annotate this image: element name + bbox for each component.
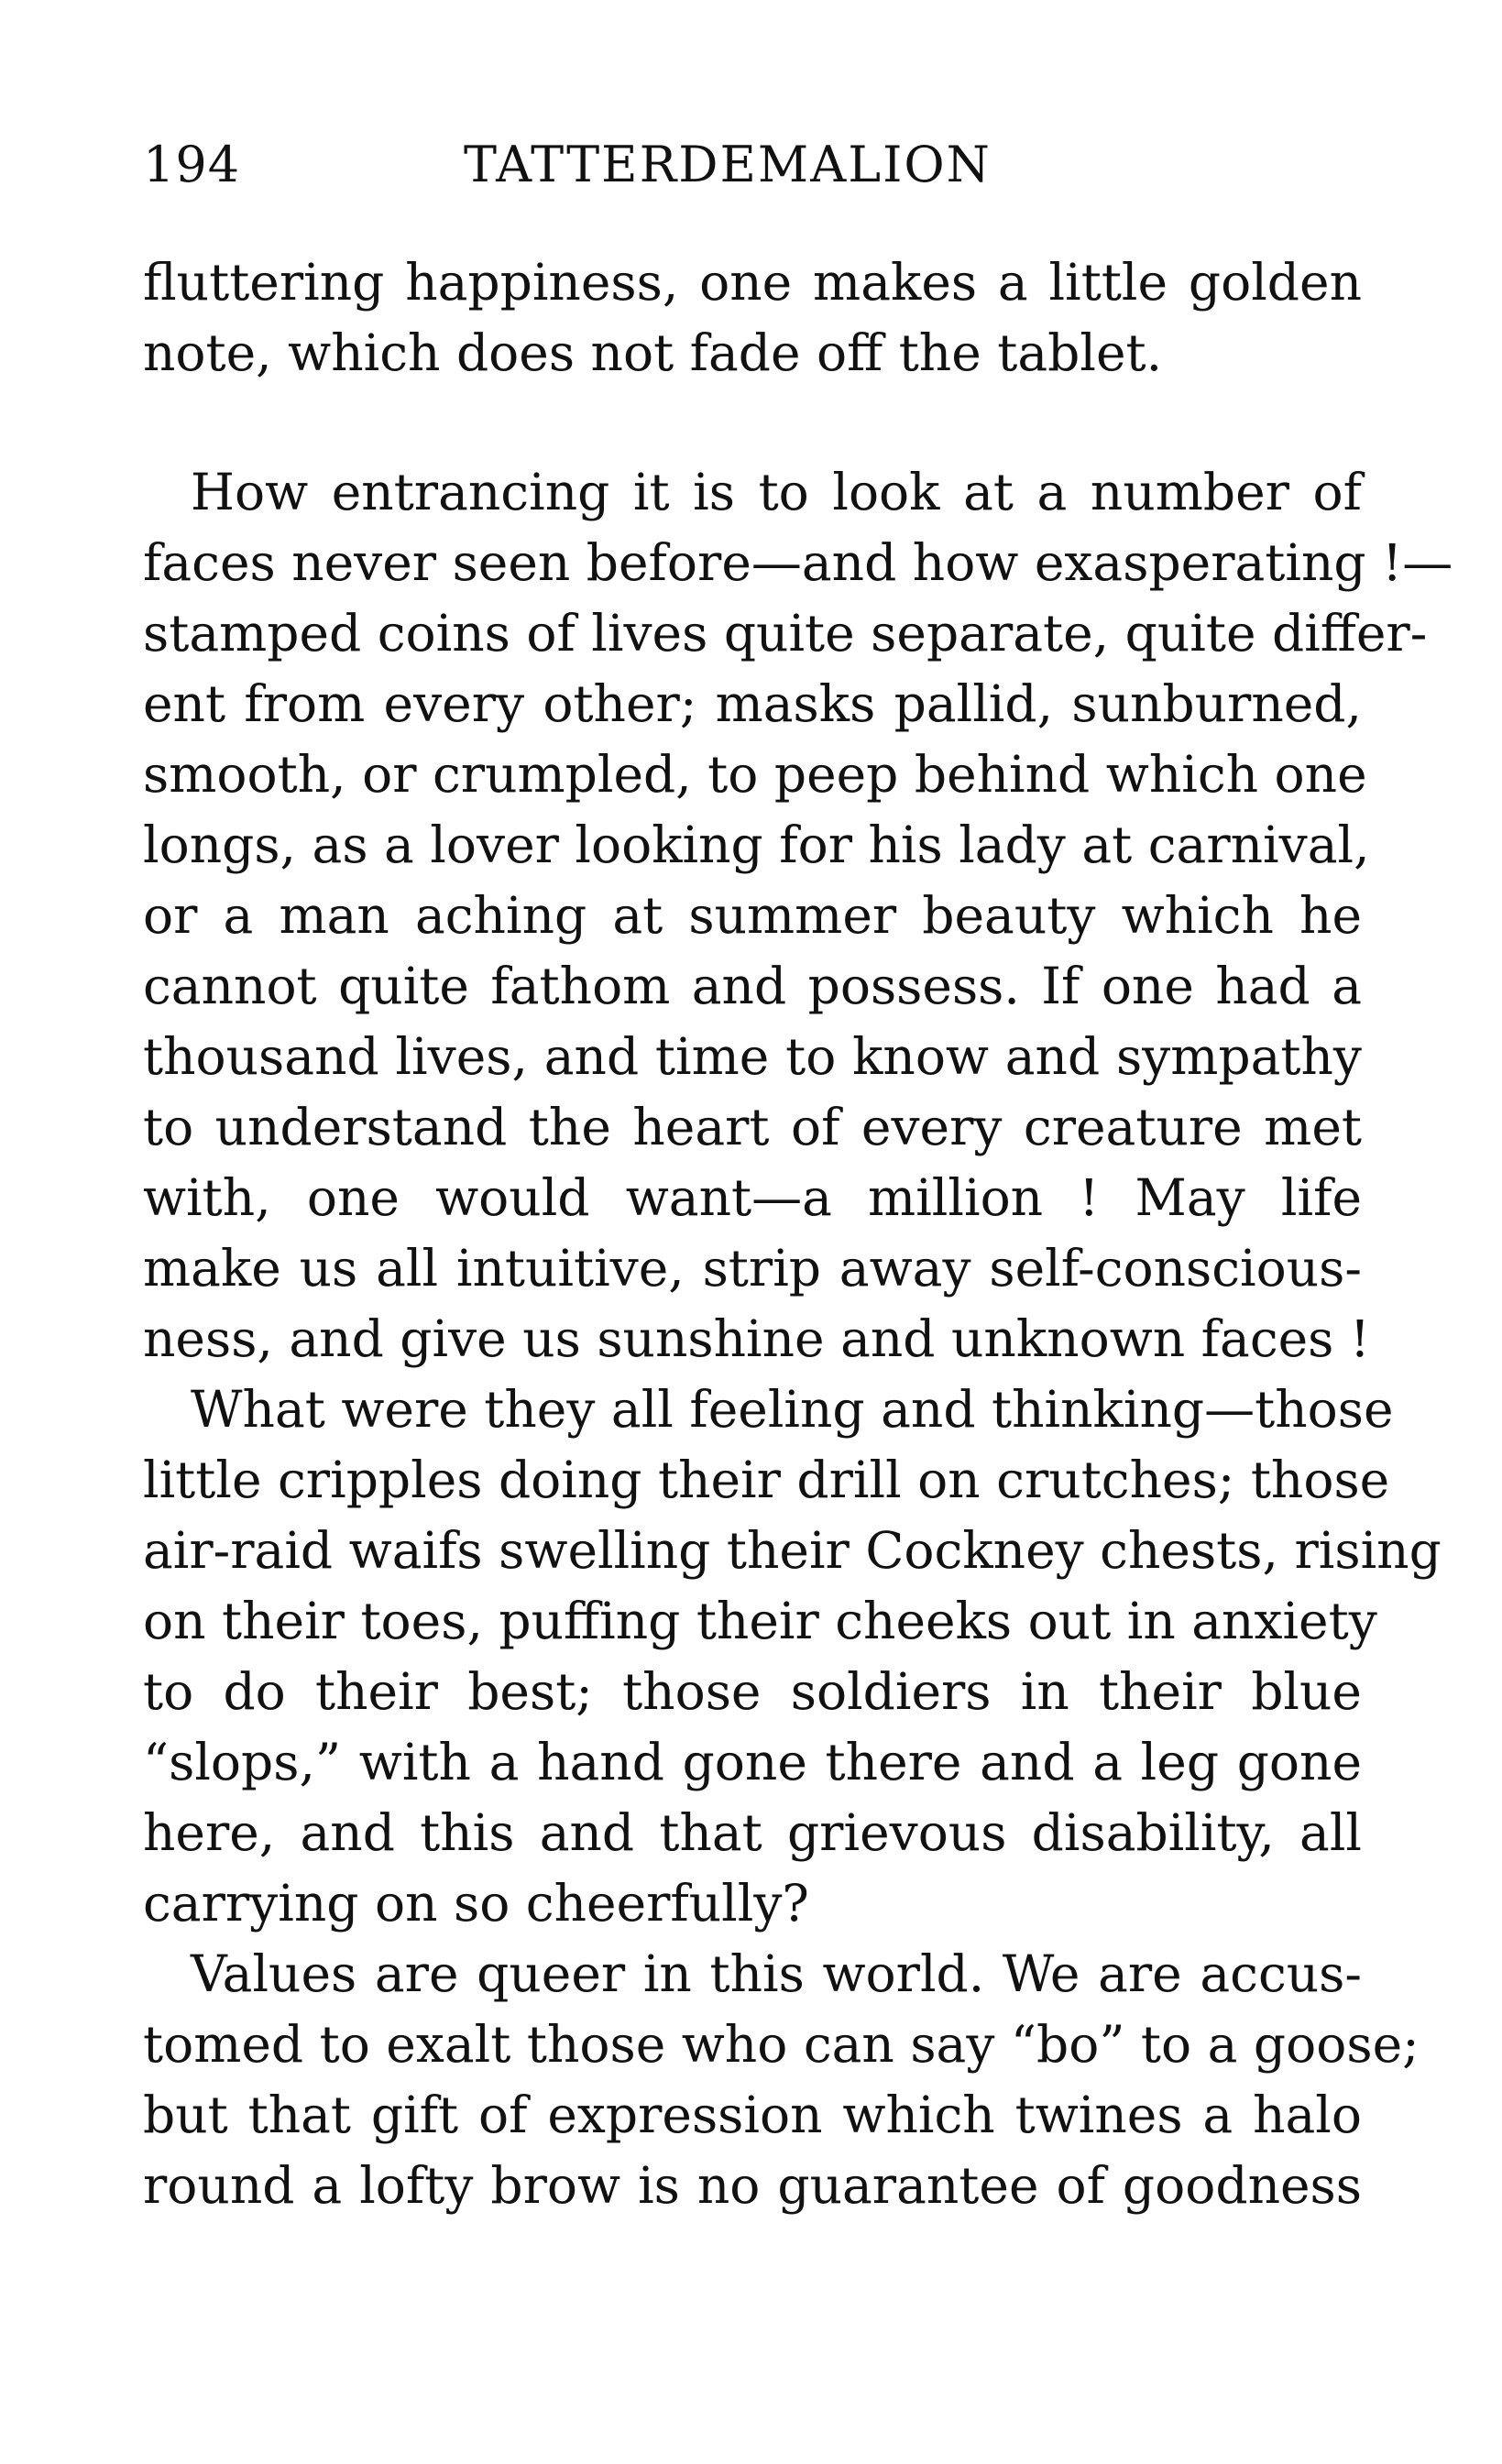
text-line: to understand the heart of every creature met [143,1098,1362,1156]
text-line: Values are queer in this world. We are accus- [191,1944,1362,2003]
text-line: little cripples doing their drill on crutches; those [143,1451,1390,1509]
text-line: here, and this and that grievous disability, all [143,1803,1362,1862]
text-line: cannot quite fathom and possess. If one had a [143,957,1362,1015]
paragraph-1 [143,247,1362,389]
text-line: “slops,” with a hand gone there and a leg gone [143,1733,1362,1791]
text-line: with, one would want—a million ! May life [143,1168,1362,1227]
text-line: or a man aching at summer beauty which he [143,886,1362,945]
text-line: faces never seen before—and how exasperating !— [143,533,1453,592]
text-line: smooth, or crumpled, to peep behind which one [143,745,1367,804]
text-line: ent from every other; masks pallid, sunburned, [143,674,1362,733]
text-line: make us all intuitive, strip away self-conscious- [143,1239,1362,1298]
text-line: longs, as a lover looking for his lady at carnival, [143,816,1370,874]
text-line: on their toes, puffing their cheeks out in anxiety [143,1592,1377,1650]
text-line: carrying on so cheerfully? [143,1874,809,1933]
paragraph-3 [143,1374,1442,1939]
text-line: thousand lives, and time to know and sympathy [143,1027,1362,1086]
paragraph-4 [143,1939,1420,2221]
body-text [143,247,1453,2221]
text-line: How entrancing it is to look at a number of [191,463,1362,521]
text-line: What were they all feeling and thinking—those [191,1380,1394,1439]
running-title: TATTERDEMALION [464,136,992,193]
text-line: but that gift of expression which twines a halo [143,2086,1362,2144]
text-line: fluttering happiness, one makes a little golden [143,253,1362,312]
text-line: air-raid waifs swelling their Cockney chests, rising [143,1521,1442,1580]
running-head [143,128,1362,202]
paragraph-gap [143,389,1362,457]
page-number: 194 [143,136,241,193]
text-line: ness, and give us sunshine and unknown faces ! [143,1309,1370,1368]
paragraph-2 [143,457,1453,1374]
text-line: to do their best; those soldiers in their blue [143,1662,1362,1721]
text-line: round a lofty brow is no guarantee of goodness [143,2156,1362,2215]
text-line: stamped coins of lives quite separate, quite differ- [143,604,1428,663]
text-line: note, which does not fade off the tablet. [143,323,1163,382]
text-line: tomed to exalt those who can say “bo” to a goose; [143,2015,1420,2074]
